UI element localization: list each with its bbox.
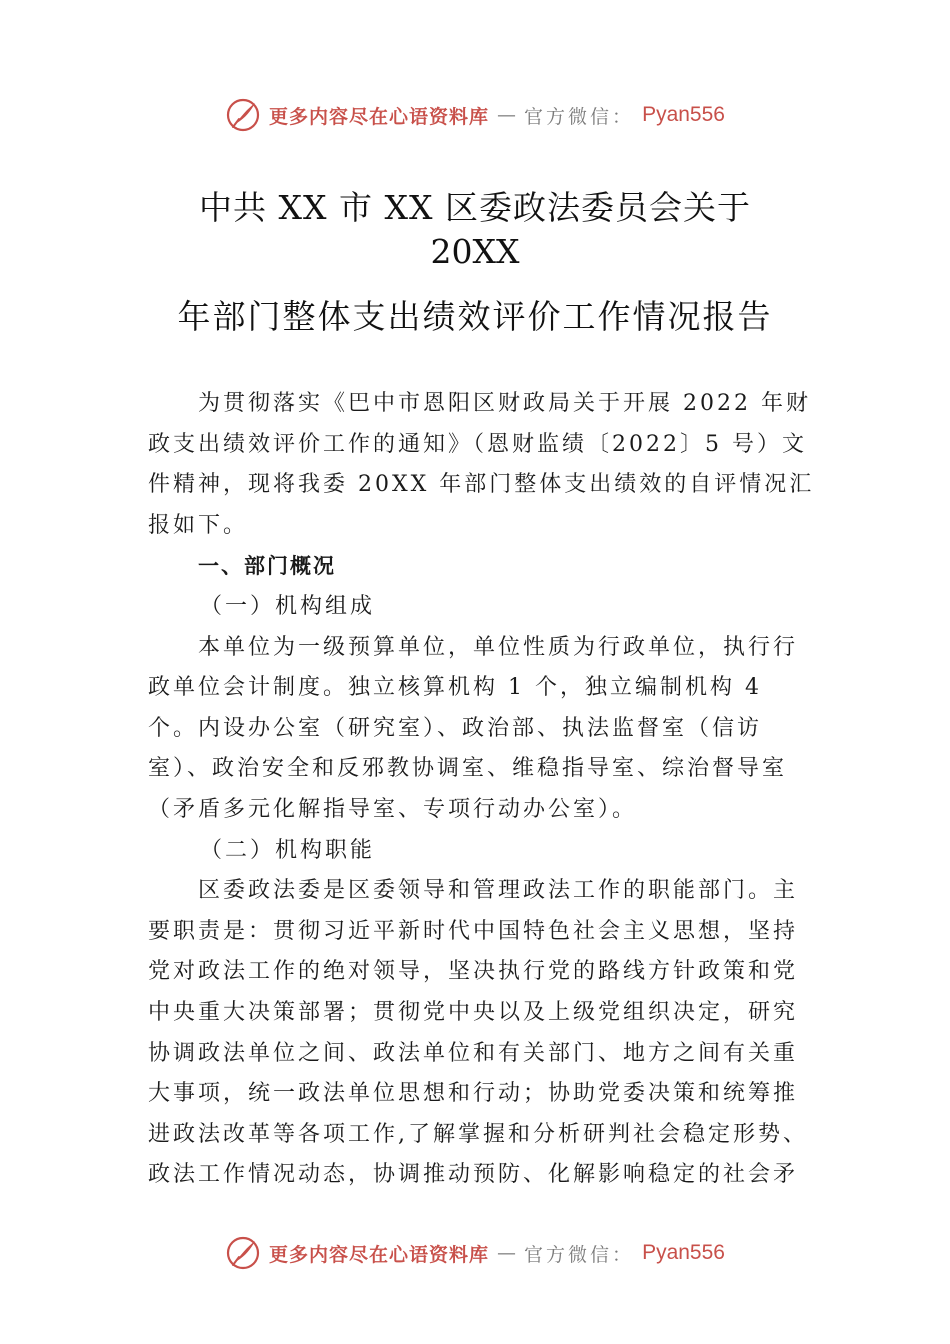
watermark-brand: 更多内容尽在心语资料库: [269, 1243, 490, 1266]
watermark-wechat-id: Pyan556: [642, 103, 725, 126]
organization-paragraph: 本单位为一级预算单位，单位性质为行政单位，执行行政单位会计制度。独立核算机构 1 个，独立编制机构 4 个。内设办公室（研究室）、政治部、执法监督室（信访室）、政治安全和反邪教协调室、维稳指导室、综治督导室（矛盾多元化解指导室、专项行动办公室）。: [148, 634, 799, 822]
subsection-heading-functions: （二）机构职能: [200, 837, 376, 863]
watermark-banner-top: [0, 93, 950, 137]
feather-pen-logo-icon: [225, 1235, 261, 1271]
watermark-wechat-id: Pyan556: [642, 1241, 725, 1264]
watermark-wechat-label: 官方微信：: [524, 1243, 635, 1266]
document-title-line2: 20XX: [430, 232, 520, 271]
watermark-dash: —: [497, 1242, 517, 1264]
watermark-wechat-label: 官方微信：: [524, 105, 635, 128]
intro-paragraph: 为贯彻落实《巴中市恩阳区财政局关于开展 2022 年财政支出绩效评价工作的通知》（恩财监绩〔2022〕5 号）文件精神，现将我委 20XX 年部门整体支出绩效的自评情况汇报如下。: [148, 391, 815, 538]
section-heading-overview: 一、部门概况: [198, 554, 336, 579]
watermark-brand: 更多内容尽在心语资料库: [269, 105, 490, 128]
document-body: [148, 384, 820, 1196]
watermark-banner-bottom: [0, 1231, 950, 1275]
feather-pen-logo-icon: [225, 97, 261, 133]
document-title-line1: 中共 XX 市 XX 区委政法委员会关于: [199, 188, 751, 227]
document-title-line3: 年部门整体支出绩效评价工作情况报告: [177, 297, 773, 336]
subsection-heading-organization: （一）机构组成: [200, 593, 376, 619]
watermark-dash: —: [497, 104, 517, 126]
functions-paragraph: 区委政法委是区委领导和管理政法工作的职能部门。主要职责是：贯彻习近平新时代中国特色社会主义思想，坚持党对政法工作的绝对领导，坚决执行党的路线方针政策和党中央重大决策部署；贯彻党中央以及上级党组织决定，研究协调政法单位之间、政法单位和有关部门、地方之间有关重大事项，统一政法单位思想和行动；协助党委决策和统筹推进政法改革等各项工作,了解掌握和分析研判社会稳定形势、政法工作情况动态，协调推动预防、化解影响稳定的社会矛: [148, 878, 808, 1188]
